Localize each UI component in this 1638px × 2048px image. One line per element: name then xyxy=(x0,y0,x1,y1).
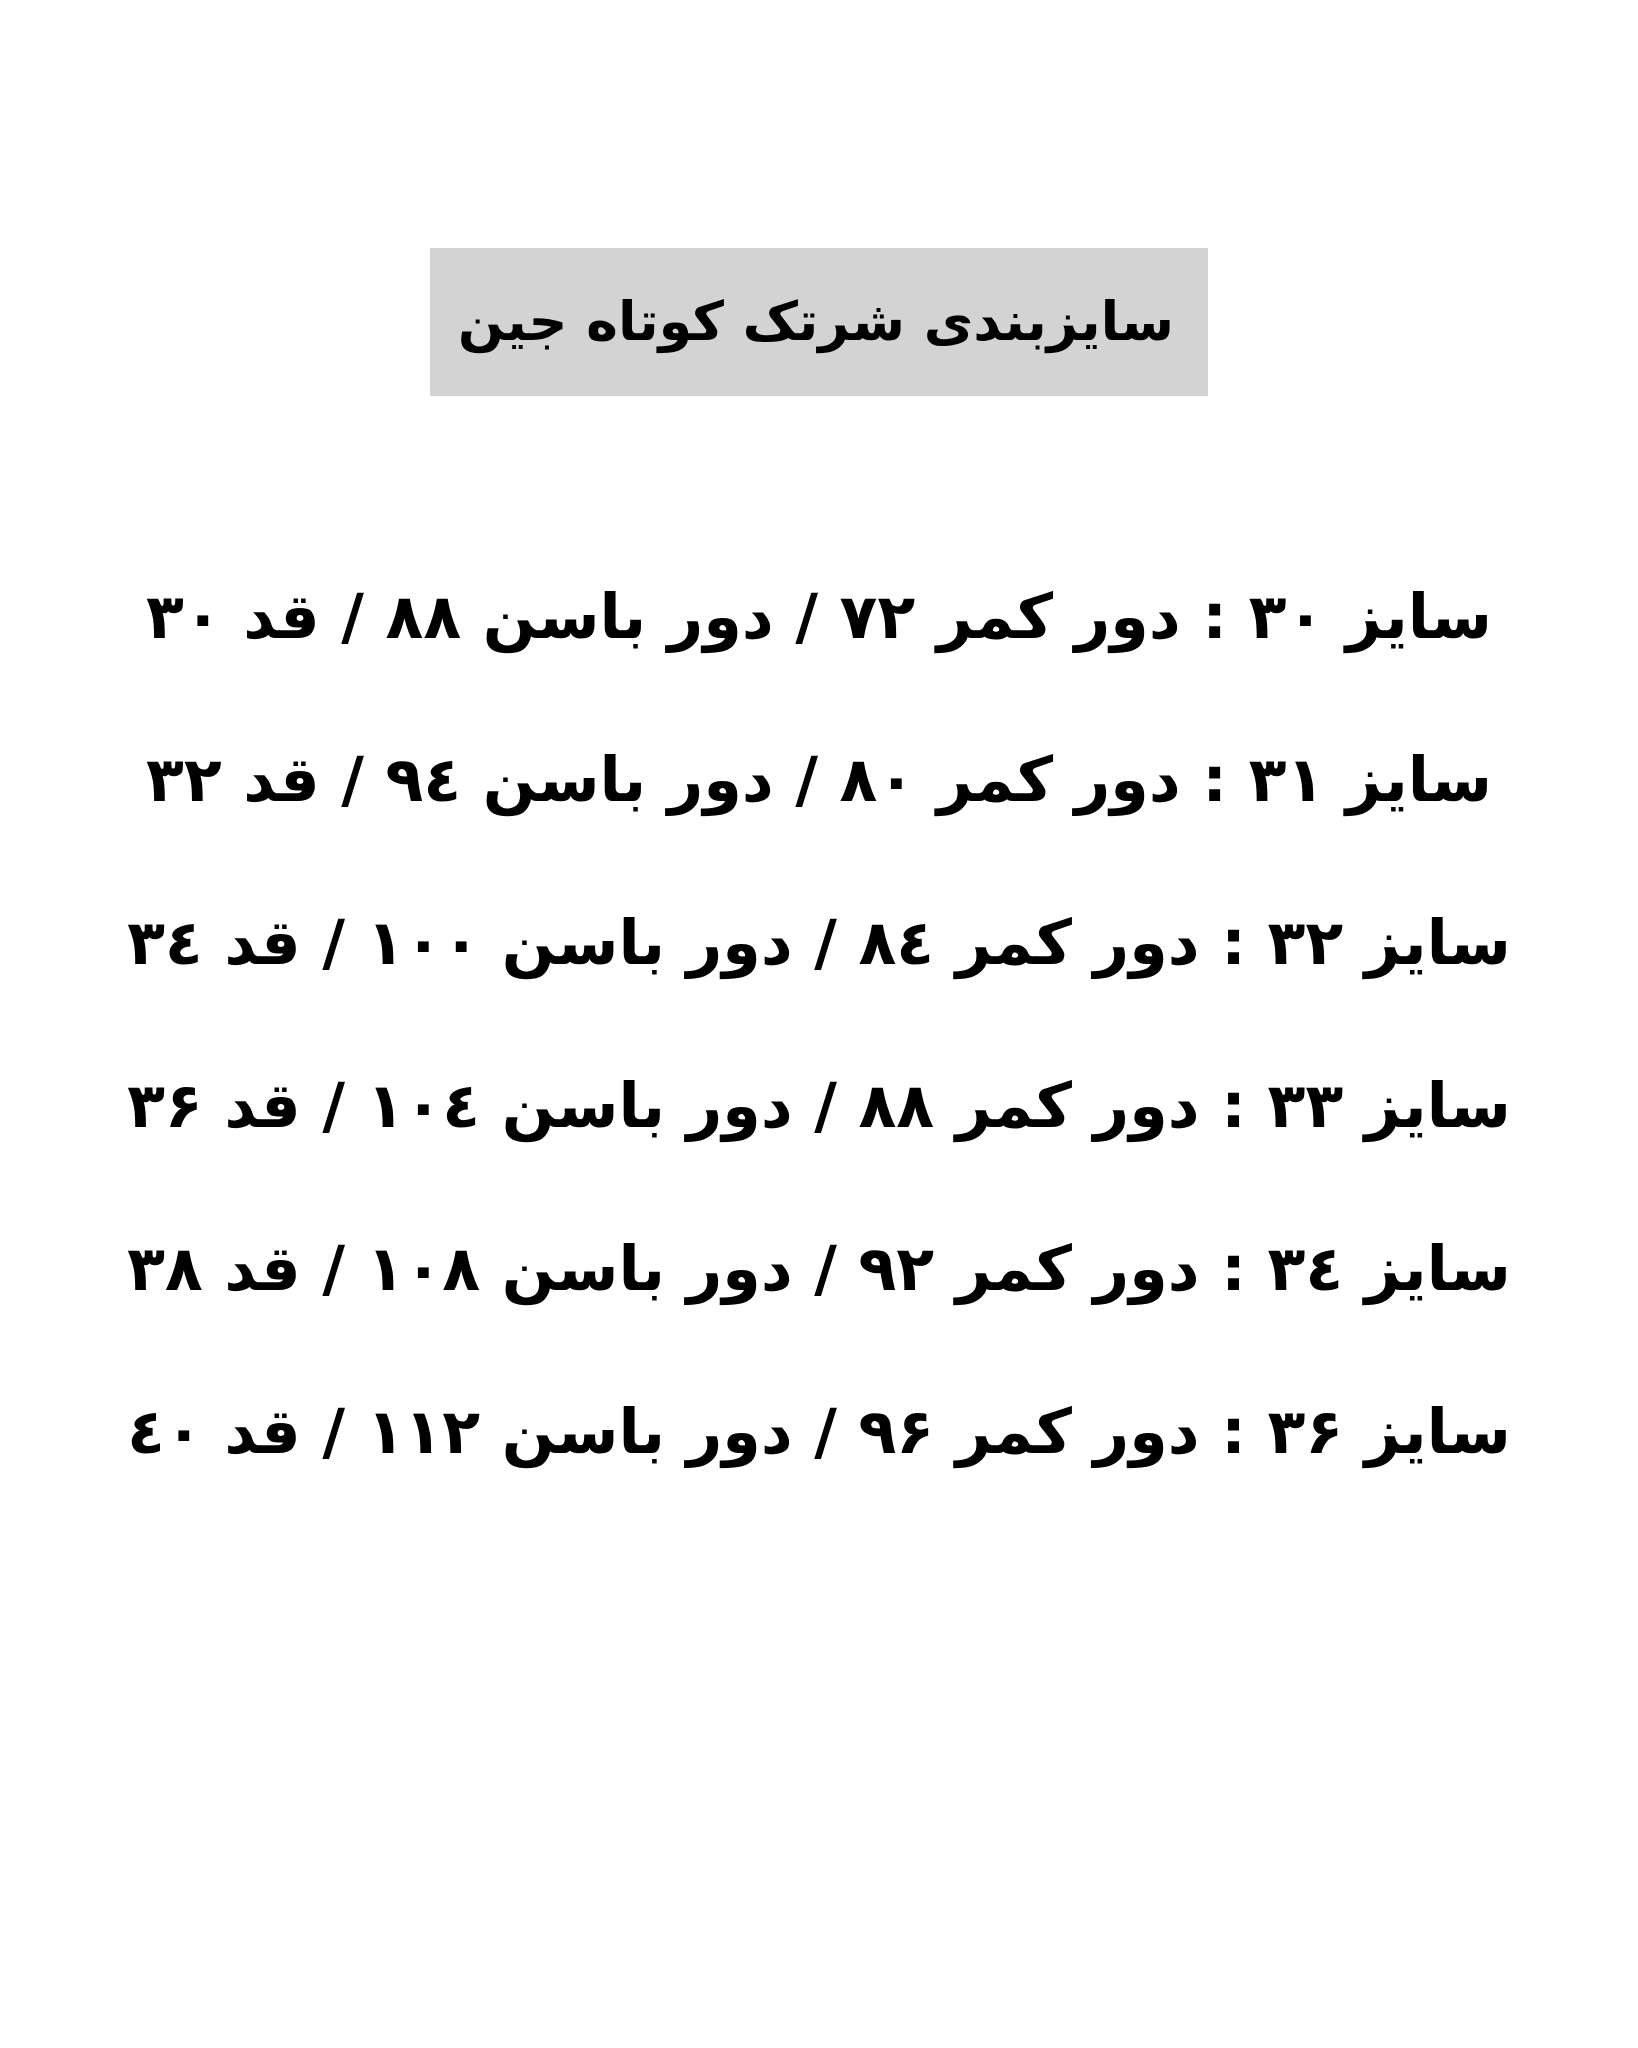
size-row-33: سایز ۳۳ : دور کمر ۸۸ / دور باسن ۱۰٤ / قد ۳۶ xyxy=(127,1069,1511,1142)
page-title: سایزبندی شرتک کوتاه جین xyxy=(457,290,1174,353)
size-row-32: سایز ۳۲ : دور کمر ۸٤ / دور باسن ۱۰۰ / قد ۳٤ xyxy=(127,906,1511,979)
size-row-30: سایز ۳۰ : دور کمر ۷۲ / دور باسن ۸۸ / قد ۳۰ xyxy=(146,580,1492,653)
size-row-34: سایز ۳٤ : دور کمر ۹۲ / دور باسن ۱۰۸ / قد ۳۸ xyxy=(127,1232,1511,1305)
size-row-31: سایز ۳۱ : دور کمر ۸۰ / دور باسن ۹٤ / قد ۳۲ xyxy=(146,743,1492,816)
size-row-36: سایز ۳۶ : دور کمر ۹۶ / دور باسن ۱۱۲ / قد ٤۰ xyxy=(127,1395,1511,1468)
